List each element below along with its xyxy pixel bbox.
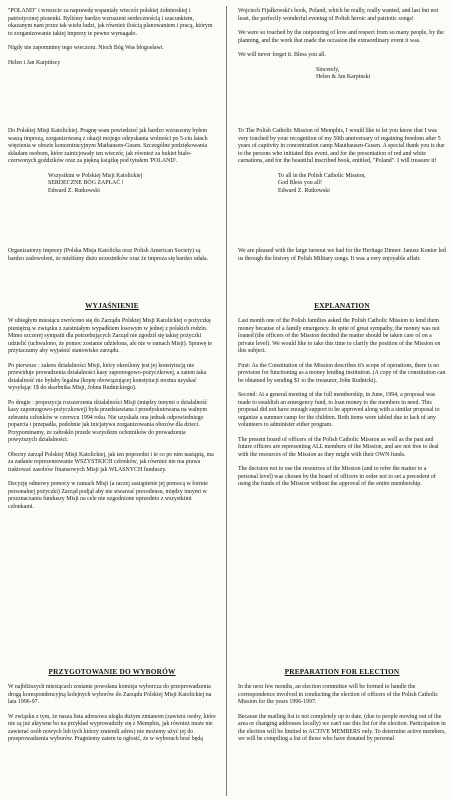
election-paragraph-2: Because the mailing list is not completely up to date, (due to people moving out of the area or changing addresses locally) we can't use this list for the election. Participation in the election will be limited to ACTIVE MEMBERS only. To determine active members, we will be compiling a list of those who have donated by personal bbox=[238, 713, 446, 742]
pleased-paragraph: We are pleased with the large turnout we had for the Heritage Dinner. Janusz Konior led us through the history of Polish Military songs. It was a very enjoyable affair. bbox=[238, 248, 446, 262]
section-heading: PREPARATION FOR ELECTION bbox=[284, 667, 400, 676]
explanation-paragraph-3: Po drugie : propozycja rozszerzenia działalności Misji (między innymi o działalność kasy zapomogowo-pożyczkowej) była przedstawiana i przedyskutowana na walnym zebraniu członków w czerwcu 1994 roku. Nie uzyskała ona jednak odpowiedniego poparcia i przepadła, podobnie jak inicjatywa zorganizowania obozów dla dzieci. Przypominamy, że zabrakło przede wszystkim ochotników do prowadzenia powyższych działalności. bbox=[8, 399, 208, 443]
signature-line-2: SERDECZNE BÓG ZAPŁAĆ ! bbox=[48, 180, 124, 186]
explanation-paragraph-2: Po pierwsze : zakres działalności Misji, który określony jest jej konstytucją nie przewiduje prowadzenia działalności kasy zapomogowo-pożyczkowej, a zatem taka działalność nie byłaby legalna (kopię obowiązującej konstytucji można uzyskać wysyłając 1$ do skarbnika Misji, Johna Rudnickiego). bbox=[8, 362, 207, 391]
karpinski-thanks-en bbox=[238, 8, 446, 82]
explanation-paragraph-5: The decision not to use the resources of the Mission (and to refer the matter to a personal level) was chosen by the board of officers in order not to set a precedent of using the funds of the Mission without the approval of the entire membership. bbox=[238, 466, 436, 487]
rutkowski-letter-pl bbox=[8, 128, 216, 195]
letter-paragraph: To The Polish Catholic Mission of Memphis, I would like to let you know that I was very touched by your recognition of my 50th anniversary of regaining freedom after 5 years of captivity in concentration camp Mauthausen-Gusen. A special thank you is due to the persons who initiated this event, and for the presentation of red and white carnations, and for the beautiful inscribed book, entitled, "Poland". I will treasure it! bbox=[238, 128, 445, 164]
explanation-paragraph-4: Obecny zarząd Polskiej Misji Katolickiej, jak ten poprzedni i te co po nim nastąpią, ma za zadanie reprezentowanie WSZYSTKICH członków, jak również nie ma prawa traktować zasobów finansowych Misji jak WŁASNYCH funduszy. bbox=[8, 451, 214, 473]
poem-paragraph: "POLAND" i wreszcie za naprawdę wspaniały wieczór polskiej żołnierskiej i patriotycznej piosenki. Byliśmy bardzo wzruszeni serdecznością i szacunkiem, okazanym nam przez tak wielu ludzi, jak również ilością planowaniem i pracą, którym to zorganizowanie takiej imprezy te pewno wymagało. bbox=[8, 8, 213, 37]
section-heading: WYJAŚNIENIE bbox=[85, 301, 139, 310]
election-paragraph-1: W najbliższych miesiącach zostanie powołana komisja wyborcza do przeprowadzenia drogą korespondencyjną kolejnych wyborów do Zarządu Polskiej Misji Katolickiej na lata 1996-97. bbox=[8, 684, 212, 705]
never-forget-text: Nigdy nie zapomnimy tego wieczoru. Niech Bóg Was błogosławi. bbox=[8, 45, 164, 51]
signature-line-1: Sincerely, bbox=[316, 66, 340, 73]
section-heading: PRZYGOTOWANIE DO WYBORÓW bbox=[48, 667, 176, 676]
explanation-paragraph-1: Last month one of the Polish families asked the Polish Catholic Mission to lend them money because of a family emergency. In spite of great sympathy, the money was not loaned (the officers of the Mission decided the matter should be taken care of on a private level). We would like to take this time to clarify the position of the Mission on this subject. bbox=[238, 318, 441, 354]
explanation-paragraph-1: W ubiegłym miesiącu zwrócono się do Zarządu Polskiej Misji Katolickiej o pożyczkę pieniężną w związku z zaistniałym wypadkiem losowym w jednej z polskich rodzin. Mimo szczerej sympatii dla potrzebujących Zarząd nie zgodził się takiej pożyczki udzielić (uchwalono, że pomoc zostanie udzielona, ale nie w ramach Misji). Sprawę te przytaczamy aby wyjaśnić stanowisko zarządu. bbox=[8, 318, 212, 354]
election-paragraph-2: W związku z tym, że nasza lista adresowa uległa dużym zmianom (zawiera osoby, które nie są już aktywne bo na przykład wyprowadziły się z Memphis, jak również może nie zawierać osób nowych lub tych którzy zmienili adres) nie możemy użyć jej do przeprowadzenia wyborów. Pragniemy zatem tu ogłosić, że w wyborach brać będą bbox=[8, 713, 216, 742]
karpinski-thanks-pl bbox=[8, 8, 216, 74]
signature-rutkowski bbox=[8, 173, 216, 196]
explanation-paragraph-4: The present board of officers of the Polish Catholic Mission as well as the past and future officers are representing ALL members of the Mission, and are not free to deal with the resources of the Mission as they might with their OWN funds. bbox=[238, 436, 439, 458]
never-forget-text: We will never forget it. Bless you all. bbox=[238, 52, 326, 58]
signature-line-2: Helen & Jan Karpinski bbox=[316, 74, 371, 80]
election-paragraph-1: In the next few months, an election committee will be formed to handle the correspondence involved in conducting the election of officers of the Polish Catholic Mission for the years 1996-1997. bbox=[238, 684, 438, 705]
touched-paragraph: We were so touched by the outpouring of love and respect from so many people, by the planning, and the work that made the occasion the extraordinary event it was. bbox=[238, 30, 444, 44]
explanation-paragraph-5: Decyzję odmowy pomocy w ramach Misji (a raczej zastąpienie jej pomocą w formie personalnej pożyczki) Zarząd podjął aby nie stwarzać precedensu, między innymi w przeznaczaniu funduszy Misji na cele nie uzgodnione uprzednio z wszystkimi członkami. bbox=[8, 481, 208, 510]
organizers-note-pl bbox=[8, 248, 216, 270]
signature-line-3: Edward Z. Rutkowski bbox=[278, 187, 330, 194]
election-section-pl bbox=[8, 658, 216, 751]
signature-line-3: Edward Z. Rutkowski bbox=[48, 187, 100, 194]
letter-paragraph: Do Polskiej Misji Katolickiej. Pragnę wam powiedzieć jak bardzo wzruszony byłem waszą imprezą, zorganizowaną z okazji mojego odzyskania wolności po 5-ciu latach więzienia w obozie koncentracyjnym Mathausen-Gusen. Szczególne podziękowania składam osobom, które zainicjowały ten wieczór, jak również za bukiet biało-czerwonych goździków oraz za piękną książkę pod tytułem 'POLAND'. bbox=[8, 128, 208, 164]
election-section-en bbox=[238, 658, 446, 751]
signature-karpinski bbox=[8, 60, 216, 68]
heritage-dinner-note-en bbox=[238, 248, 446, 270]
signature-karpinski bbox=[238, 67, 446, 82]
poem-tail-paragraph: Wojciech Fijałkowski's book, Poland, which he really, really wanted, and last but not least, the perfectly wonderful evening of Polish heroic and patriotic songs! bbox=[238, 8, 439, 22]
explanation-paragraph-2: First: As the Constitution of the Mission describes it's scope of operations, there is no provision for functioning as a money lending institution. (A copy of the constitution can be obtained by sending $1 to the treasurer, John Rudnicki). bbox=[238, 362, 446, 384]
organizers-paragraph: Organizatorzy imprezy (Polska Misja Katolicka oraz Polish American Society) są bardzo zadowoleni, że mieliśmy dużo uczestników oraz że impreza się bardzo udała. bbox=[8, 248, 209, 262]
explanation-section-pl bbox=[8, 292, 216, 518]
signature-line-2: God Bless you all! bbox=[278, 180, 323, 186]
signature-rutkowski bbox=[238, 173, 446, 196]
section-heading: EXPLANATION bbox=[314, 301, 370, 310]
signature-name: Helen i Jan Karpińscy bbox=[8, 59, 61, 66]
explanation-paragraph-3: Second: At a general meeting of the full membership, in June, 1994, a proposal was made to establish an emergency fund, to loan money to the members in need. This proposal did not have enough support to be approved along with a similar proposal to organize a summer camp for the children. Both items were tabled due to lack of any volunteers to administer either program. bbox=[238, 392, 440, 428]
signature-line-1: To all in the Polish Catholic Mission, bbox=[278, 172, 366, 179]
column-divider bbox=[226, 6, 227, 796]
signature-line-1: Wszystkim w Polskiej Misji Katolickiej bbox=[48, 172, 143, 179]
explanation-section-en bbox=[238, 292, 446, 496]
rutkowski-letter-en bbox=[238, 128, 446, 195]
